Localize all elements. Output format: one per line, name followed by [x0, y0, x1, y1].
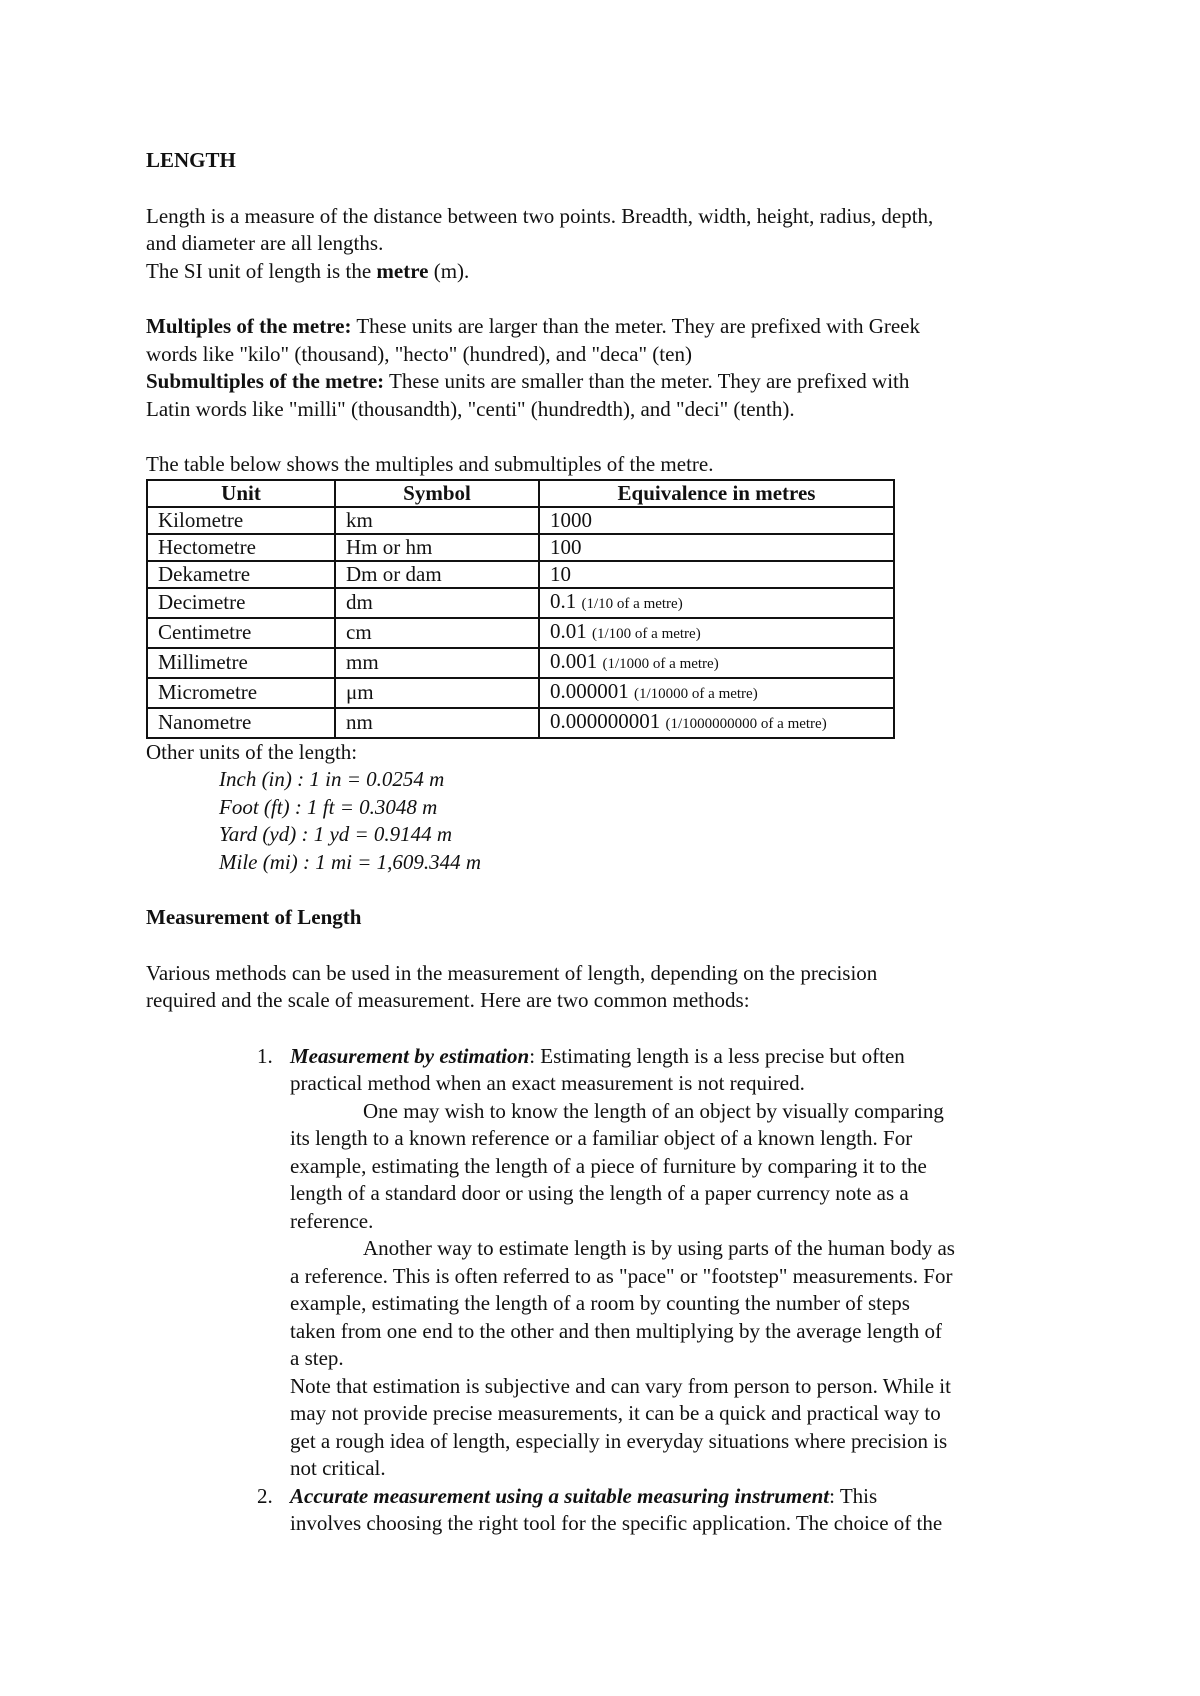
- method-line: length of a standard door or using the length of a paper currency note as a: [290, 1181, 909, 1205]
- intro-line-2: and diameter are all lengths.: [146, 231, 384, 255]
- value-cell: [539, 708, 894, 738]
- unit-cell: Dekametre: [147, 561, 335, 588]
- submultiples-label: Submultiples of the metre:: [146, 369, 385, 393]
- table-row: [147, 618, 894, 648]
- header-equivalence: Equivalence in metres: [539, 480, 894, 507]
- symbol-cell: Dm or dam: [335, 561, 539, 588]
- other-unit-item: Foot (ft) : 1 ft = 0.3048 m: [219, 794, 438, 819]
- table-row: [147, 678, 894, 708]
- measurement-intro-2: required and the scale of measurement. Here are two common methods:: [146, 988, 750, 1012]
- table-row: [147, 648, 894, 678]
- method-line: practical method when an exact measurement is not required.: [290, 1071, 805, 1095]
- value-number: 0.01: [550, 618, 587, 643]
- other-unit-item: Inch (in) : 1 in = 0.0254 m: [219, 767, 445, 791]
- table-header-row: [147, 480, 894, 507]
- table-row: [147, 708, 894, 738]
- measurement-intro-1: Various methods can be used in the measurement of length, depending on the precision: [146, 960, 878, 985]
- unit-cell: Decimetre: [147, 588, 335, 618]
- multiples-text-2: words like "kilo" (thousand), "hecto" (hundred), and "deca" (ten): [146, 341, 692, 366]
- method-line: reference.: [290, 1208, 374, 1233]
- table-row: [147, 561, 894, 588]
- multiples-label: Multiples of the metre:: [146, 314, 352, 338]
- method-line: its length to a known reference or a familiar object of a known length. For: [290, 1126, 913, 1150]
- value-number: 0.1: [550, 588, 577, 613]
- list-number: 1.: [257, 1043, 273, 1068]
- si-unit-sentence: [146, 258, 1066, 286]
- unit-cell: Kilometre: [147, 507, 335, 534]
- value-cell: [539, 588, 894, 618]
- unit-cell: Centimetre: [147, 618, 335, 648]
- method-line: not critical.: [290, 1456, 386, 1480]
- value-number: 10: [550, 561, 571, 586]
- value-note: (1/10000 of a metre): [634, 685, 758, 702]
- value-number: 0.000001: [550, 678, 629, 703]
- units-table: [146, 479, 895, 739]
- symbol-cell: μm: [335, 678, 539, 708]
- si-suffix: (m).: [428, 258, 470, 283]
- table-row: [147, 534, 894, 561]
- unit-cell: Micrometre: [147, 678, 335, 708]
- list-number: 2.: [257, 1483, 273, 1508]
- value-note: (1/10 of a metre): [581, 595, 683, 612]
- page-title: LENGTH: [146, 148, 236, 172]
- method-line: a step.: [290, 1346, 344, 1370]
- method-line: Another way to estimate length is by using parts of the human body as: [363, 1236, 955, 1260]
- intro-line-1: Length is a measure of the distance between two points. Breadth, width, height, radius, depth,: [146, 203, 934, 228]
- submultiples-text-2: Latin words like "milli" (thousandth), "centi" (hundredth), and "deci" (tenth).: [146, 396, 795, 421]
- method-title: Accurate measurement using a suitable measuring instrument: [290, 1483, 830, 1508]
- value-number: 0.000000001: [550, 708, 661, 733]
- methods-list: [146, 1043, 1066, 1538]
- symbol-cell: km: [335, 507, 539, 534]
- table-row: [147, 507, 894, 534]
- method-line: involves choosing the right tool for the specific application. The choice of the: [290, 1511, 943, 1535]
- submultiples-text-1: These units are smaller than the meter. They are prefixed with: [384, 369, 910, 393]
- value-number: 1000: [550, 507, 592, 532]
- value-number: 100: [550, 534, 582, 559]
- symbol-cell: Hm or hm: [335, 534, 539, 561]
- other-unit-item: Mile (mi) : 1 mi = 1,609.344 m: [219, 849, 482, 874]
- value-cell: [539, 678, 894, 708]
- method-item-instrument: [146, 1483, 1066, 1538]
- value-cell: [539, 648, 894, 678]
- document-page: [146, 147, 1066, 1538]
- method-line: example, estimating the length of a piece of furniture by comparing it to the: [290, 1153, 927, 1178]
- si-prefix: The SI unit of length is the: [146, 258, 377, 283]
- multiples-text-1: These units are larger than the meter. They are prefixed with Greek: [351, 314, 920, 338]
- unit-cell: Hectometre: [147, 534, 335, 561]
- method-line: may not provide precise measurements, it can be a quick and practical way to: [290, 1401, 941, 1425]
- method-line: One may wish to know the length of an object by visually comparing: [363, 1098, 944, 1123]
- method-title: Measurement by estimation: [290, 1043, 530, 1068]
- method-first-line: [290, 1483, 1066, 1511]
- header-unit: Unit: [147, 480, 335, 507]
- value-cell: [539, 534, 894, 561]
- multiples-paragraph: [146, 313, 1066, 341]
- value-note: (1/100 of a metre): [592, 625, 701, 642]
- symbol-cell: mm: [335, 648, 539, 678]
- method-item-estimation: [146, 1043, 1066, 1483]
- other-units-label: Other units of the length:: [146, 739, 358, 764]
- value-cell: [539, 618, 894, 648]
- value-number: 0.001: [550, 648, 598, 673]
- other-unit-item: Yard (yd) : 1 yd = 0.9144 m: [219, 822, 453, 846]
- other-units-list: [146, 766, 1066, 876]
- measurement-heading: Measurement of Length: [146, 905, 362, 929]
- method-line: Note that estimation is subjective and can vary from person to person. While it: [290, 1373, 951, 1398]
- table-intro: The table below shows the multiples and submultiples of the metre.: [146, 452, 714, 476]
- method-line: : Estimating length is a less precise but often: [529, 1043, 905, 1068]
- method-line: a reference. This is often referred to as "pace" or "footstep" measurements. For: [290, 1263, 953, 1288]
- method-line: taken from one end to the other and then multiplying by the average length of: [290, 1318, 942, 1343]
- method-line: : This: [829, 1483, 878, 1508]
- symbol-cell: cm: [335, 618, 539, 648]
- value-cell: [539, 561, 894, 588]
- unit-cell: Millimetre: [147, 648, 335, 678]
- value-note: (1/1000000000 of a metre): [665, 715, 827, 732]
- symbol-cell: dm: [335, 588, 539, 618]
- value-note: (1/1000 of a metre): [602, 655, 719, 672]
- method-line: get a rough idea of length, especially in everyday situations where precision is: [290, 1428, 948, 1453]
- symbol-cell: nm: [335, 708, 539, 738]
- header-symbol: Symbol: [335, 480, 539, 507]
- method-first-line: [290, 1043, 1066, 1071]
- si-unit-name: metre: [376, 258, 429, 283]
- submultiples-paragraph: [146, 368, 1066, 396]
- value-cell: [539, 507, 894, 534]
- method-line: example, estimating the length of a room by counting the number of steps: [290, 1291, 910, 1315]
- unit-cell: Nanometre: [147, 708, 335, 738]
- table-row: [147, 588, 894, 618]
